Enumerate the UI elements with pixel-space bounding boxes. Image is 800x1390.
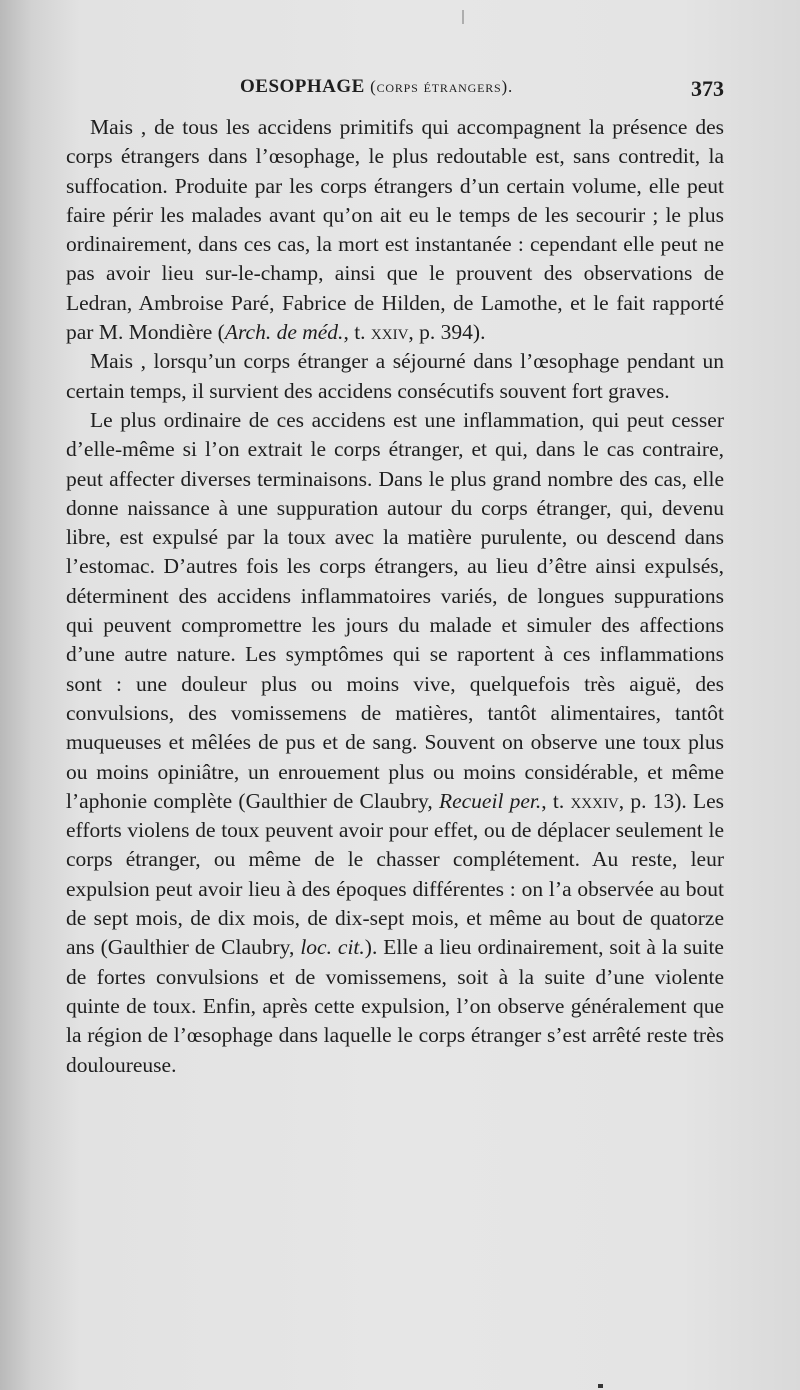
running-title-main: OESOPHAGE: [240, 76, 365, 97]
paragraph-2: Mais , lorsqu’un corps étranger a séjourné dans l’œsophage pendant un certain temps, il survient des accidens consécutifs souvent fort graves.: [66, 349, 724, 403]
page-number: 373: [691, 76, 724, 101]
running-title-sub: (corps étrangers).: [370, 77, 514, 96]
paragraph-3-text-c: ). Elle a lieu ordinairement, soit à la suite de fortes convulsions et de vomissemens, soit à la suite d’une violente quinte de toux. Enfin, après cette expulsion, l’on observe généralement que la région de l’œsophage dans laquelle le corps étranger s’est arrêté reste très douloureuse.: [66, 935, 724, 1077]
body-text: [66, 113, 724, 1080]
paragraph-1: [66, 113, 724, 347]
paragraph-3: [66, 406, 724, 1080]
scan-speck-bottom: [598, 1384, 603, 1388]
paragraph-3-text-a: Le plus ordinaire de ces accidens est une inflammation, qui peut cesser d’elle-même si l’on extrait le corps étranger, et qui, dans le cas contraire, peut affecter diverses terminaisons. Dans le plus grand nombre des cas, elle donne naissance à une suppuration autour du corps étranger, qui, devenu libre, est expulsé par la toux avec la matière purulente, ou descend dans l’estomac. D’autres fois les corps étrangers, au lieu d’être ainsi expulsés, déterminent des accidens inflammatoires variés, de longues suppurations qui peuvent compromettre les jours du malade et simuler des affections d’une autre nature. Les symptômes qui se raportent à ces inflammations sont : une douleur plus ou moins vive, quelquefois très aiguë, des convulsions, des vomissemens de matières, tantôt alimentaires, tantôt muqueuses et mêlées de pus et de sang. Souvent on observe une toux plus ou moins opiniâtre, un enrouement plus ou moins considérable, et même l’aphonie complète (Gaulthier de Claubry,: [66, 407, 724, 813]
citation-loc-cit: loc. cit.: [300, 935, 365, 960]
citation-page: , p. 394).: [408, 320, 486, 345]
citation-recueil-volume: xxxiv: [570, 788, 619, 813]
citation-recueil-tome: , t.: [541, 788, 571, 813]
scan-speck-top: [462, 10, 464, 24]
citation-volume: xxiv: [370, 320, 409, 345]
citation-recueil: Recueil per.: [438, 788, 542, 813]
paragraph-3-text-b: , p. 13). Les efforts violens de toux peuvent avoir pour effet, ou de déplacer seulement le corps étranger, ou même de le chasser complétement. Au reste, leur expulsion peut avoir lieu à des époques différentes : on l’a observée au bout de sept mois, de dix mois, de dix-sept mois, et même au bout de quatorze ans (Gaulthier de Claubry,: [66, 788, 724, 960]
paragraph-1-text: Mais , de tous les accidens primitifs qui accompagnent la présence des corps étrangers dans l’œsophage, le plus redoutable est, sans contredit, la suffocation. Produite par les corps étrangers d’un certain volume, elle peut faire périr les malades avant qu’on ait eu le temps de les secourir ; le plus ordinairement, dans ces cas, la mort est instantanée : cependant elle peut ne pas avoir lieu sur-le-champ, ainsi que le prouvent des observations de Ledran, Ambroise Paré, Fabrice de Hilden, de Lamothe, et le fait rapporté par M. Mondière (: [66, 115, 724, 345]
citation-arch-med: Arch. de méd.: [224, 320, 344, 345]
running-title: [240, 76, 513, 98]
running-header: [60, 76, 724, 106]
citation-tome-prefix: , t.: [343, 320, 371, 345]
